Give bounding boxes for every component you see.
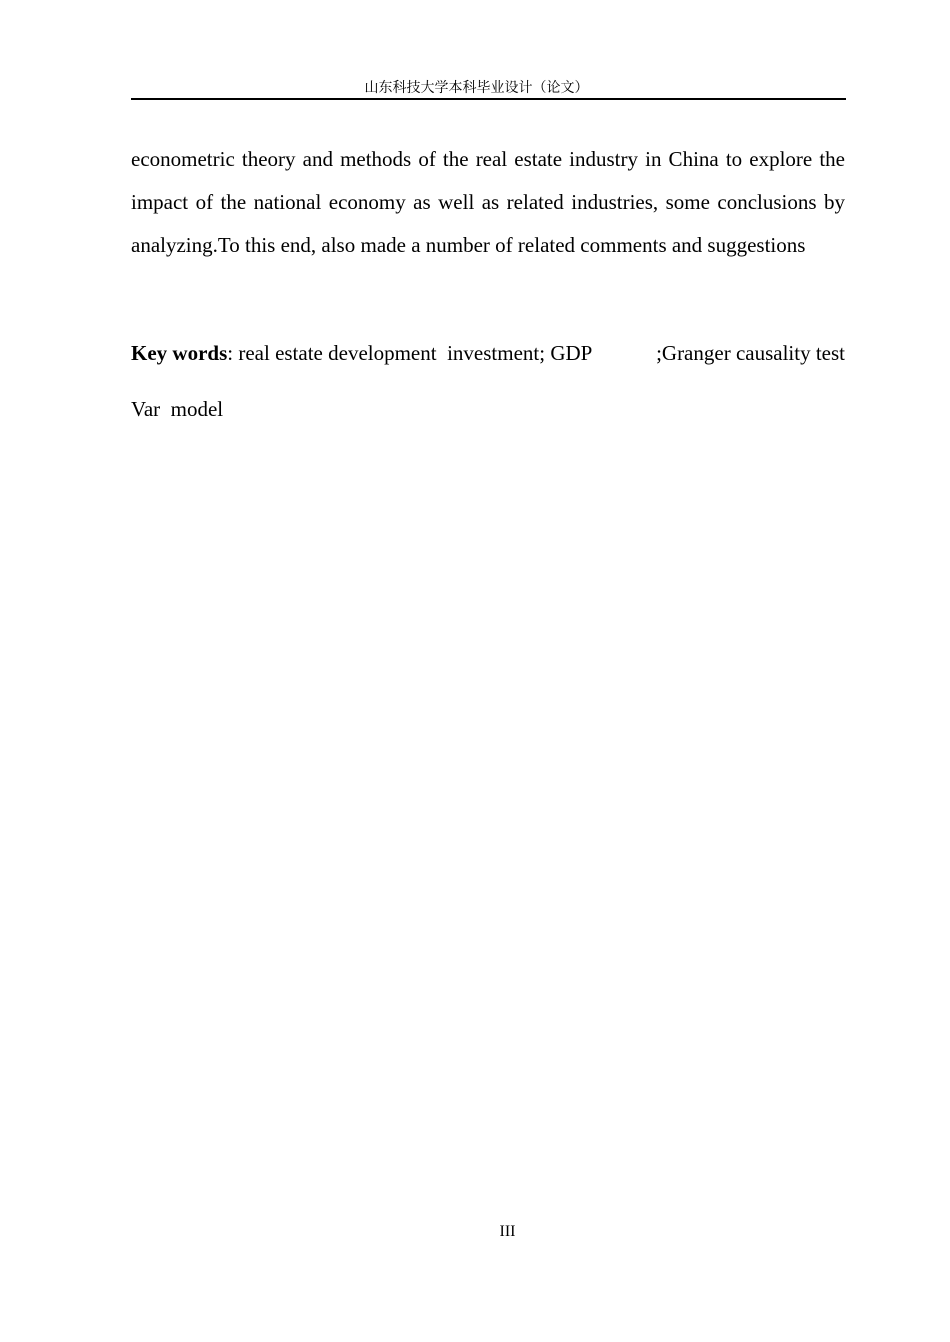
keywords-line-2: Var model [131,397,224,421]
abstract-paragraph: econometric theory and methods of the real estate industry in China to explore the impact of the national economy as well as related industries, some conclusions by analyzing.To this end, also made a number of related comments and suggestions [131,147,845,257]
keywords-text-b: ;Granger causality test [650,341,845,365]
page-header [131,78,846,100]
keywords-section [131,325,845,437]
page-number: III [499,1223,516,1240]
keywords-separator: : [227,341,234,365]
keywords-line-1 [131,325,845,381]
header-title: 山东科技大学本科毕业设计（论文） [364,80,589,96]
keywords-line-1-left [131,325,592,381]
keywords-label: Key words [131,341,228,365]
keywords-text-a: real estate development investment; GDP [233,341,593,365]
